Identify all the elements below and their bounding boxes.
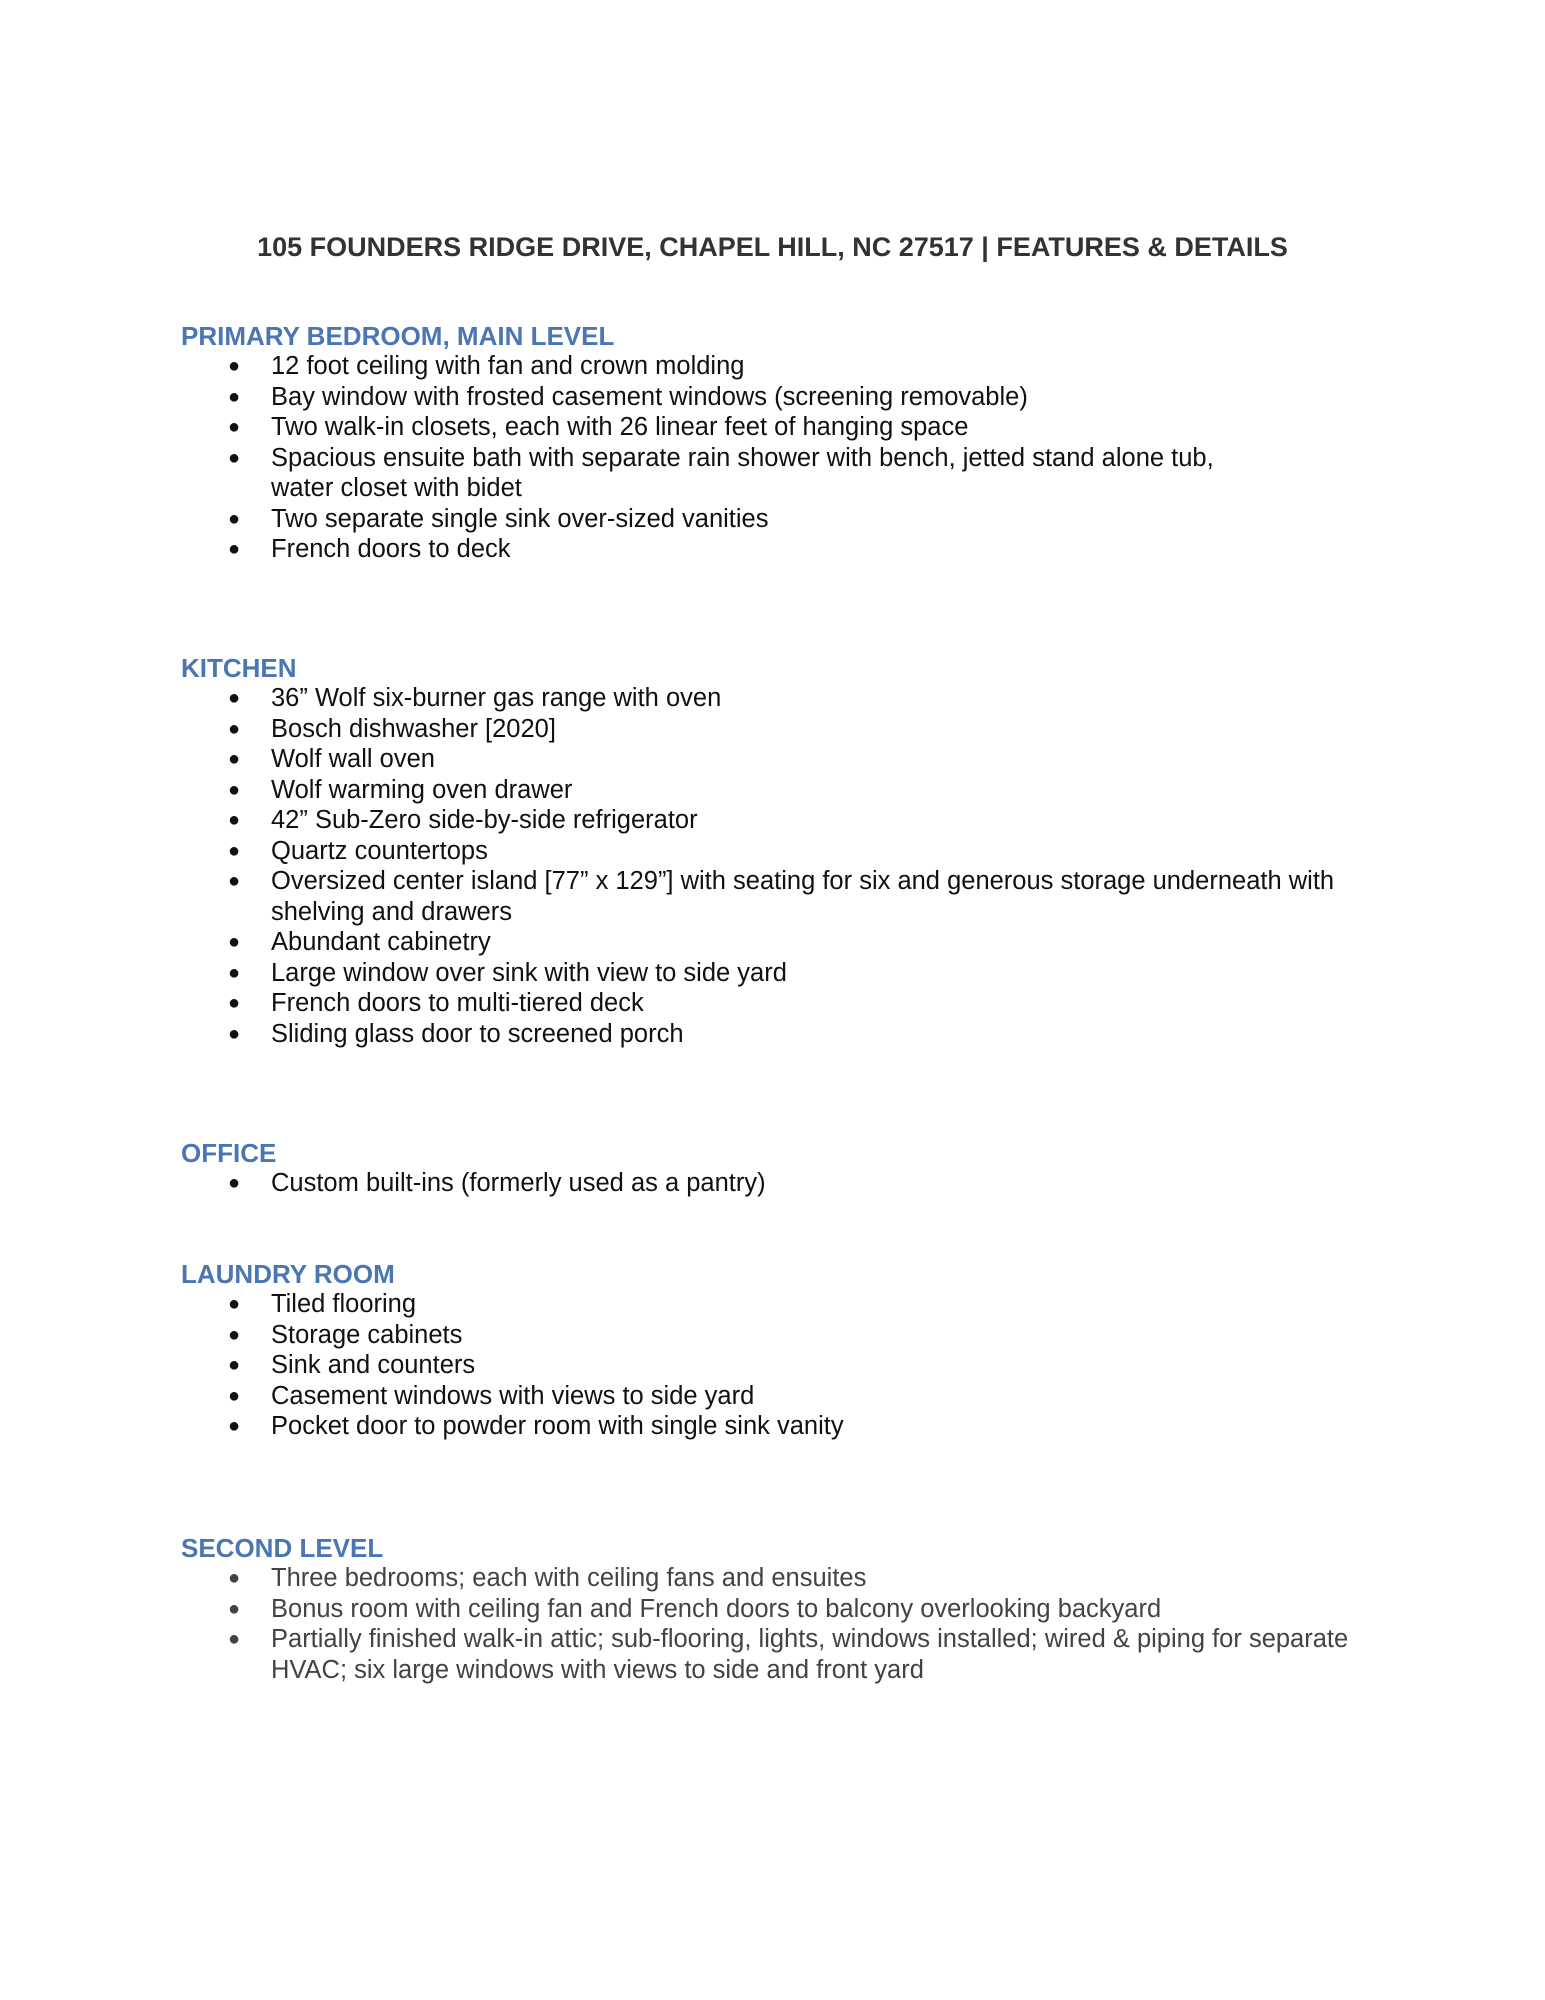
bullet-icon: ● [228, 507, 241, 530]
list-item: ● Two walk-in closets, each with 26 linear feet of hanging space [228, 413, 969, 441]
bullet-icon: ● [228, 1022, 241, 1045]
list-item: ● Bosch dishwasher [2020] [228, 714, 556, 743]
list-item: ● Custom built-ins (formerly used as a pantry) [228, 1169, 766, 1197]
list-item: ● Spacious ensuite bath with separate rain shower with bench, jetted stand alone tub, water closet with bidet [228, 443, 1214, 502]
bullet-icon: ● [228, 870, 241, 892]
bullet-icon: ● [228, 1172, 241, 1194]
section-heading: PRIMARY BEDROOM, MAIN LEVEL [181, 321, 615, 351]
section-heading: OFFICE [181, 1138, 277, 1168]
bullet-icon: ● [228, 931, 241, 953]
section-laundry-room [181, 1259, 1381, 1442]
bullet-icon: ● [228, 992, 241, 1014]
list-item: ● Partially finished walk-in attic; sub-flooring, lights, windows installed; wired & piping for separate HVAC; six large windows with views to side and front yard [228, 1625, 1349, 1684]
bullet-icon: ● [228, 961, 241, 984]
list-item: ● Two separate single sink over-sized vanities [228, 504, 769, 533]
bullet-icon: ● [228, 1384, 241, 1407]
bullet-icon: ● [228, 748, 241, 770]
list-item: ● French doors to deck [228, 535, 511, 563]
bullet-list [181, 1168, 1381, 1199]
section-heading: LAUNDRY ROOM [181, 1259, 395, 1289]
list-item: ● Pocket door to powder room with single sink vanity [228, 1412, 844, 1440]
section-office [181, 1138, 1381, 1199]
bullet-icon: ● [228, 446, 241, 469]
bullet-icon: ● [228, 778, 241, 801]
bullet-icon: ● [228, 1415, 241, 1437]
document-title: 105 FOUNDERS RIDGE DRIVE, CHAPEL HILL, NC 27517 | FEATURES & DETAILS [257, 232, 1288, 262]
bullet-icon: ● [228, 1567, 241, 1589]
bullet-list [181, 683, 1381, 1049]
bullet-list [181, 1563, 1381, 1685]
list-item: ● Sink and counters [228, 1351, 476, 1379]
list-item: ● Oversized center island [77” x 129”] with seating for six and generous storage underneath with shelving and drawers [228, 867, 1335, 926]
bullet-icon: ● [228, 839, 241, 862]
bullet-icon: ● [228, 717, 241, 740]
bullet-icon: ● [228, 538, 241, 560]
bullet-icon: ● [228, 355, 241, 377]
bullet-icon: ● [228, 1354, 241, 1376]
section-kitchen [181, 653, 1381, 1049]
bullet-icon: ● [228, 1293, 241, 1315]
list-item: ● Casement windows with views to side yard [228, 1381, 755, 1410]
bullet-icon: ● [228, 809, 241, 831]
list-item: ● Tiled flooring [228, 1290, 417, 1318]
section-primary-bedroom [181, 321, 1381, 565]
section-second-level [181, 1533, 1381, 1685]
bullet-icon: ● [228, 1323, 241, 1346]
bullet-icon: ● [228, 385, 241, 408]
list-item: ● 36” Wolf six-burner gas range with oven [228, 684, 722, 712]
list-item: ● Quartz countertops [228, 836, 488, 865]
bullet-icon: ● [228, 687, 241, 709]
bullet-list [181, 351, 1381, 565]
bullet-icon: ● [228, 1628, 241, 1650]
list-item: ● Three bedrooms; each with ceiling fans and ensuites [228, 1564, 867, 1592]
list-item: ● Storage cabinets [228, 1320, 463, 1349]
list-item: ● Bonus room with ceiling fan and French doors to balcony overlooking backyard [228, 1594, 1162, 1623]
list-item: ● Abundant cabinetry [228, 928, 491, 956]
bullet-list [181, 1289, 1381, 1442]
list-item: ● Bay window with frosted casement windows (screening removable) [228, 382, 1028, 411]
bullet-icon: ● [228, 416, 241, 438]
list-item: ● 12 foot ceiling with fan and crown molding [228, 352, 745, 380]
list-item: ● Large window over sink with view to side yard [228, 958, 787, 987]
bullet-icon: ● [228, 1597, 241, 1620]
list-item: ● Sliding glass door to screened porch [228, 1019, 684, 1048]
list-item: ● French doors to multi-tiered deck [228, 989, 644, 1017]
list-item: ● Wolf warming oven drawer [228, 775, 573, 804]
section-heading: SECOND LEVEL [181, 1533, 384, 1563]
list-item: ● Wolf wall oven [228, 745, 435, 773]
section-heading: KITCHEN [181, 653, 297, 683]
list-item: ● 42” Sub-Zero side-by-side refrigerator [228, 806, 698, 834]
